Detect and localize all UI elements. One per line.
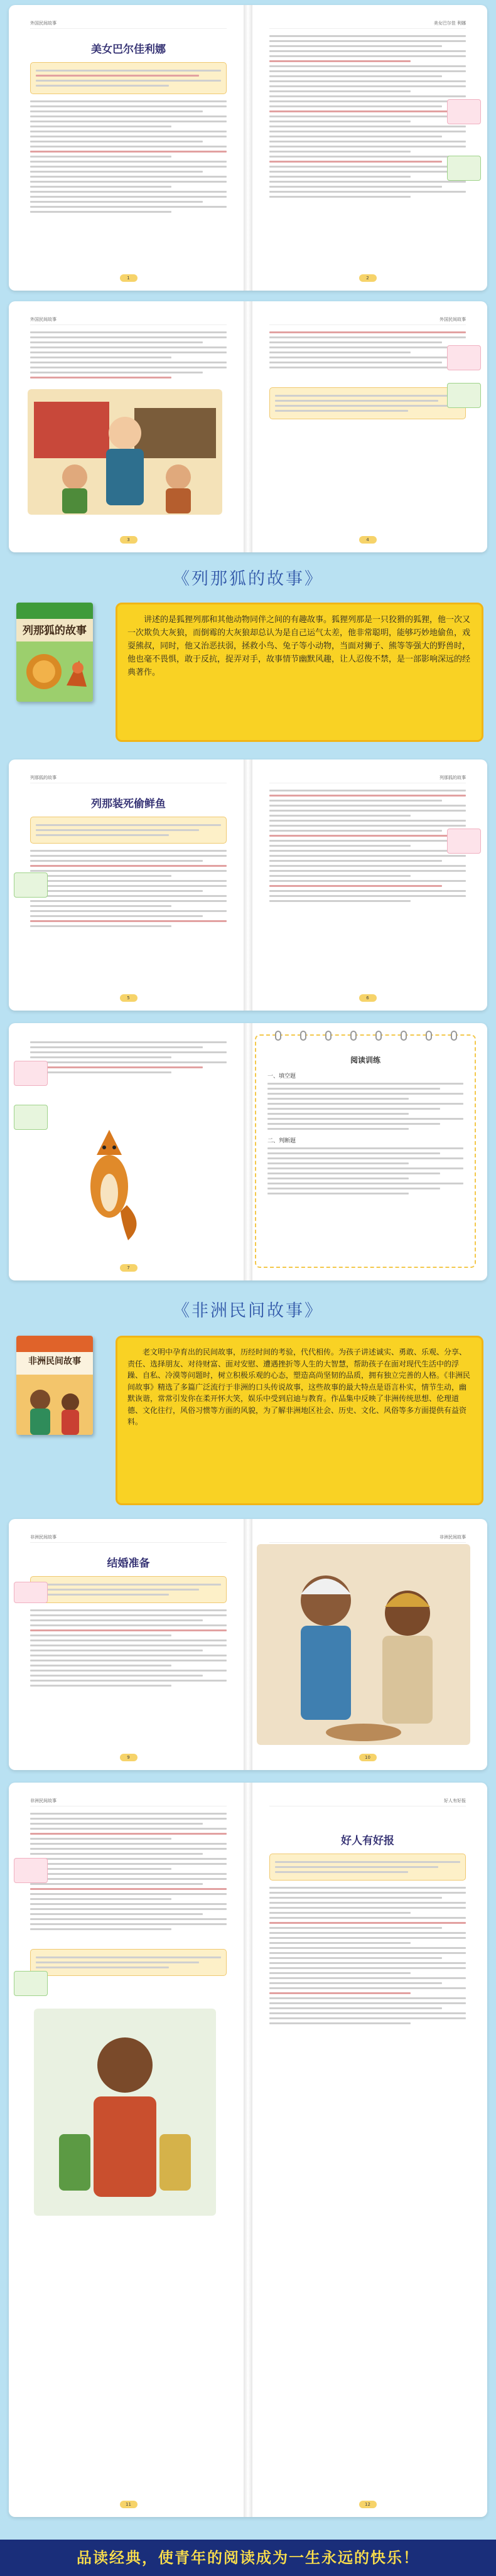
reading-guide-box	[30, 1576, 227, 1603]
book-spread-4	[9, 1023, 487, 1280]
reading-guide-box	[269, 1854, 466, 1881]
margin-note	[14, 1858, 48, 1883]
binder-ring	[401, 1031, 407, 1041]
book-spread-3	[9, 759, 487, 1011]
left-page	[9, 5, 248, 291]
right-page	[248, 301, 487, 552]
margin-note	[14, 1971, 48, 1996]
running-header: 外国民间故事	[30, 316, 227, 325]
margin-note	[447, 345, 481, 370]
margin-note	[14, 1105, 48, 1130]
page-number: 5	[120, 994, 137, 1002]
cover-illustration	[16, 1375, 93, 1435]
binder-ring	[275, 1031, 281, 1041]
exercise-title: 阅读训练	[350, 1056, 380, 1065]
margin-note	[447, 829, 481, 854]
margin-note	[447, 383, 481, 408]
page-number: 1	[120, 274, 137, 282]
cover-title: 列那狐的故事	[23, 625, 87, 637]
book-description: 老文明中孕育出的民间故事，历经时间的考验，代代相传。为孩子讲述诚实、勇敢、乐观、分享、责任、选择朋友、对待财富、面对安慰、遭遇挫折等人生的大智慧，帮助孩子在面对现代生活中的浮躁、自私、冷漠等问题时，树立积极乐观的心态，塑造高尚坚韧的品质，拥有独立完善的人格。《非洲民间故事》精选了多篇广泛流行于非洲的口头传说故事，这些故事的最大特点是语言朴实，情节生动，幽默诙谐，常常引发你在柔开怀大笑，娱乐中受到启迪与教育。作品集中反映了非洲传统思想、伦理道德、文化往行，风俗习惯等方面的风貌，为了解非洲地区社会、历史、文化、风俗等多方面提供有益资料。	[116, 1336, 483, 1505]
reading-guide-box	[30, 62, 227, 94]
book-spread-2	[9, 301, 487, 552]
right-page	[248, 1783, 487, 2517]
page-number: 9	[120, 1754, 137, 1761]
page-number: 3	[120, 536, 137, 544]
page-number: 6	[359, 994, 377, 1002]
right-page	[248, 759, 487, 1011]
book-title-heading: 《非洲民间故事》	[173, 1301, 323, 1321]
binder-ring	[300, 1031, 306, 1041]
left-page	[9, 1519, 248, 1770]
binder-ring	[426, 1031, 432, 1041]
running-header: 非洲民间故事	[30, 1534, 227, 1543]
left-page	[9, 301, 248, 552]
exercise-section-title: 一、填空题	[267, 1073, 296, 1080]
story-illustration	[34, 2009, 216, 2216]
page-number: 11	[120, 2501, 137, 2508]
binder-ring	[325, 1031, 332, 1041]
binder-ring	[350, 1031, 357, 1041]
reading-guide-box	[30, 817, 227, 844]
cover-band	[16, 603, 93, 619]
story-illustration	[28, 389, 222, 515]
book-spread-5	[9, 1519, 487, 1770]
story-title: 结婚准备	[107, 1557, 150, 1570]
reading-guide-box	[269, 387, 466, 419]
story-title: 列那装死偷鲜鱼	[91, 798, 166, 810]
page-number: 4	[359, 536, 377, 544]
book-spread-1	[9, 5, 487, 291]
cover-illustration	[16, 641, 93, 702]
exercise-section-title: 二、判断题	[267, 1138, 296, 1144]
margin-note	[14, 872, 48, 898]
cover-band	[16, 1336, 93, 1352]
margin-note	[14, 1061, 48, 1086]
page-number: 7	[120, 1264, 137, 1272]
margin-note	[14, 1582, 48, 1603]
binder-ring	[451, 1031, 457, 1041]
binder-ring	[375, 1031, 382, 1041]
book-description: 讲述的是狐狸列那和其他动物同伴之间的有趣故事。狐狸列那是一只狡猾的狐狸，他一次又一次欺负大灰狼，而倒霉的大灰狼却总认为是自己运气太差，他非常聪明，能够巧妙地偷鱼，戏耍熊叔，同时，他又治恶扶弱，拯救小鸟、兔子等小动物，当面对狮子、熊等等强大的野兽时，他也毫不畏惧，敢于反抗，捉弄对手，故事情节幽默风趣，让人忍俊不禁，是一部影响深远的经典著作。	[116, 603, 483, 742]
footer-slogan: 品读经典，使青年的阅读成为一生永远的快乐！	[0, 2540, 496, 2576]
book-spread-6	[9, 1783, 487, 2517]
page-number: 10	[359, 1754, 377, 1761]
running-header: 美女巴尔佳 利娜	[269, 20, 466, 29]
running-header: 外国民间故事	[30, 20, 227, 29]
page-number: 12	[359, 2501, 377, 2508]
story-title: 美女巴尔佳利娜	[91, 43, 166, 56]
book-cover	[16, 603, 93, 702]
book-title-heading: 《列那狐的故事》	[173, 569, 323, 589]
fox-illustration	[72, 1117, 147, 1243]
margin-note	[447, 156, 481, 181]
right-page	[248, 1519, 487, 1770]
margin-note	[447, 99, 481, 124]
book-cover	[16, 1336, 93, 1435]
reading-guide-box	[30, 1949, 227, 1976]
story-illustration	[257, 1544, 470, 1745]
page-number: 2	[359, 274, 377, 282]
left-page	[9, 1783, 248, 2517]
right-page	[248, 5, 487, 291]
running-header: 非洲民间故事	[30, 1798, 227, 1806]
running-header: 列那狐的故事	[30, 775, 227, 783]
running-header: 列那狐的故事	[269, 775, 466, 783]
running-header: 非洲民间故事	[269, 1534, 466, 1543]
running-header: 好人有好报	[269, 1798, 466, 1806]
story-title: 好人有好报	[341, 1835, 394, 1847]
reading-exercise	[255, 1034, 476, 1268]
cover-title: 非洲民间故事	[28, 1356, 81, 1366]
running-header: 外国民间故事	[269, 316, 466, 325]
